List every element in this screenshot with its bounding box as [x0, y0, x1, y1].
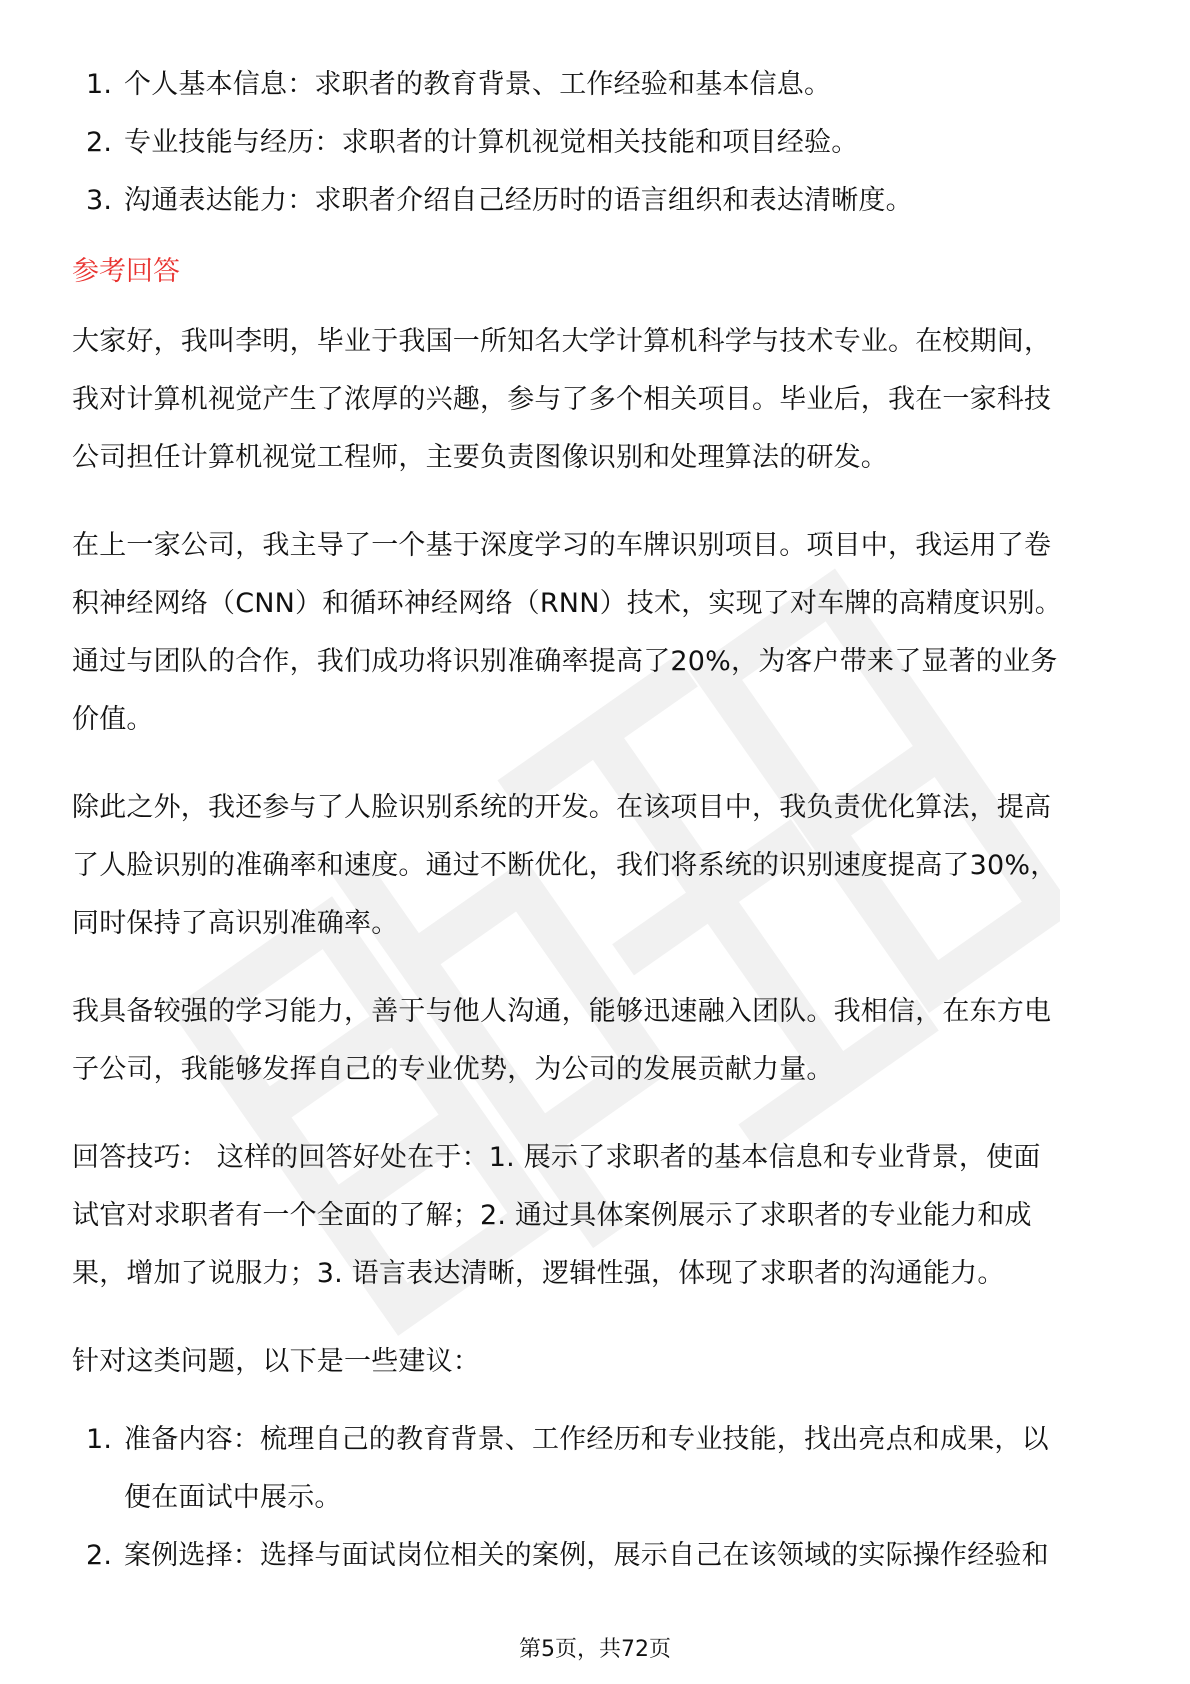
- list-number: 2.: [86, 1540, 113, 1571]
- paragraph-line: 同时保持了高识别准确率。: [72, 908, 399, 939]
- paragraph-line: 在上一家公司，我主导了一个基于深度学习的车牌识别项目。项目中，我运用了卷: [72, 530, 1052, 561]
- list-item: [72, 1411, 1120, 1469]
- list-item-text: 准备内容：梳理自己的教育背景、工作经历和专业技能，找出亮点和成果，以: [124, 1424, 1049, 1455]
- paragraph-line: 通过与团队的合作，我们成功将识别准确率提高了20%，为客户带来了显著的业务: [72, 646, 1058, 677]
- list-item-text: 个人基本信息：求职者的教育背景、工作经验和基本信息。: [124, 69, 832, 100]
- list-item-continuation: 便在面试中展示。: [124, 1482, 342, 1513]
- list-item: [72, 1527, 1120, 1585]
- list-item: [72, 114, 1120, 172]
- paragraph-line: 大家好，我叫李明，毕业于我国一所知名大学计算机科学与技术专业。在校期间，: [72, 326, 1052, 357]
- paragraph-line: 果，增加了说服力；3. 语言表达清晰，逻辑性强，体现了求职者的沟通能力。: [72, 1258, 1005, 1289]
- paragraph-line: 积神经网络（CNN）和循环神经网络（RNN）技术，实现了对车牌的高精度识别。: [72, 588, 1063, 619]
- paragraph-line: 价值。: [72, 704, 154, 735]
- section-heading: 参考回答: [72, 256, 180, 287]
- paragraph-line: 除此之外，我还参与了人脸识别系统的开发。在该项目中，我负责优化算法，提高: [72, 792, 1052, 823]
- paragraph-line: 我对计算机视觉产生了浓厚的兴趣，参与了多个相关项目。毕业后，我在一家科技: [72, 384, 1052, 415]
- paragraph: [72, 779, 1120, 953]
- paragraph-line: 了人脸识别的准确率和速度。通过不断优化，我们将系统的识别速度提高了30%，: [72, 850, 1058, 881]
- paragraph-line: 我具备较强的学习能力，善于与他人沟通，能够迅速融入团队。我相信，在东方电: [72, 996, 1052, 1027]
- paragraph-line: 公司担任计算机视觉工程师，主要负责图像识别和处理算法的研发。: [72, 442, 888, 473]
- paragraph: [72, 1129, 1120, 1303]
- paragraph: [72, 1333, 1120, 1391]
- suggestions-list: [72, 1411, 1120, 1585]
- list-item: [72, 172, 1120, 230]
- paragraph-line: 子公司，我能够发挥自己的专业优势，为公司的发展贡献力量。: [72, 1054, 834, 1085]
- list-number: 1.: [86, 69, 113, 100]
- paragraph-line: 针对这类问题，以下是一些建议：: [72, 1346, 480, 1377]
- paragraph: [72, 517, 1120, 749]
- list-number: 3.: [86, 185, 113, 216]
- list-item-text: 案例选择：选择与面试岗位相关的案例，展示自己在该领域的实际操作经验和: [124, 1540, 1049, 1571]
- paragraph-line: 试官对求职者有一个全面的了解；2. 通过具体案例展示了求职者的专业能力和成: [72, 1200, 1032, 1231]
- list-item-text: 专业技能与经历：求职者的计算机视觉相关技能和项目经验。: [124, 127, 859, 158]
- list-item: [72, 56, 1120, 114]
- list-item-text: 沟通表达能力：求职者介绍自己经历时的语言组织和表达清晰度。: [124, 185, 913, 216]
- evaluation-points-list: [72, 56, 1120, 230]
- page-content: [72, 56, 1120, 1585]
- list-number: 1.: [86, 1424, 113, 1455]
- paragraph: [72, 983, 1120, 1099]
- paragraph-line: 回答技巧： 这样的回答好处在于：1. 展示了求职者的基本信息和专业背景，使面: [72, 1142, 1041, 1173]
- paragraph: [72, 313, 1120, 487]
- list-number: 2.: [86, 127, 113, 158]
- page-footer: 第5页，共72页: [519, 1637, 671, 1662]
